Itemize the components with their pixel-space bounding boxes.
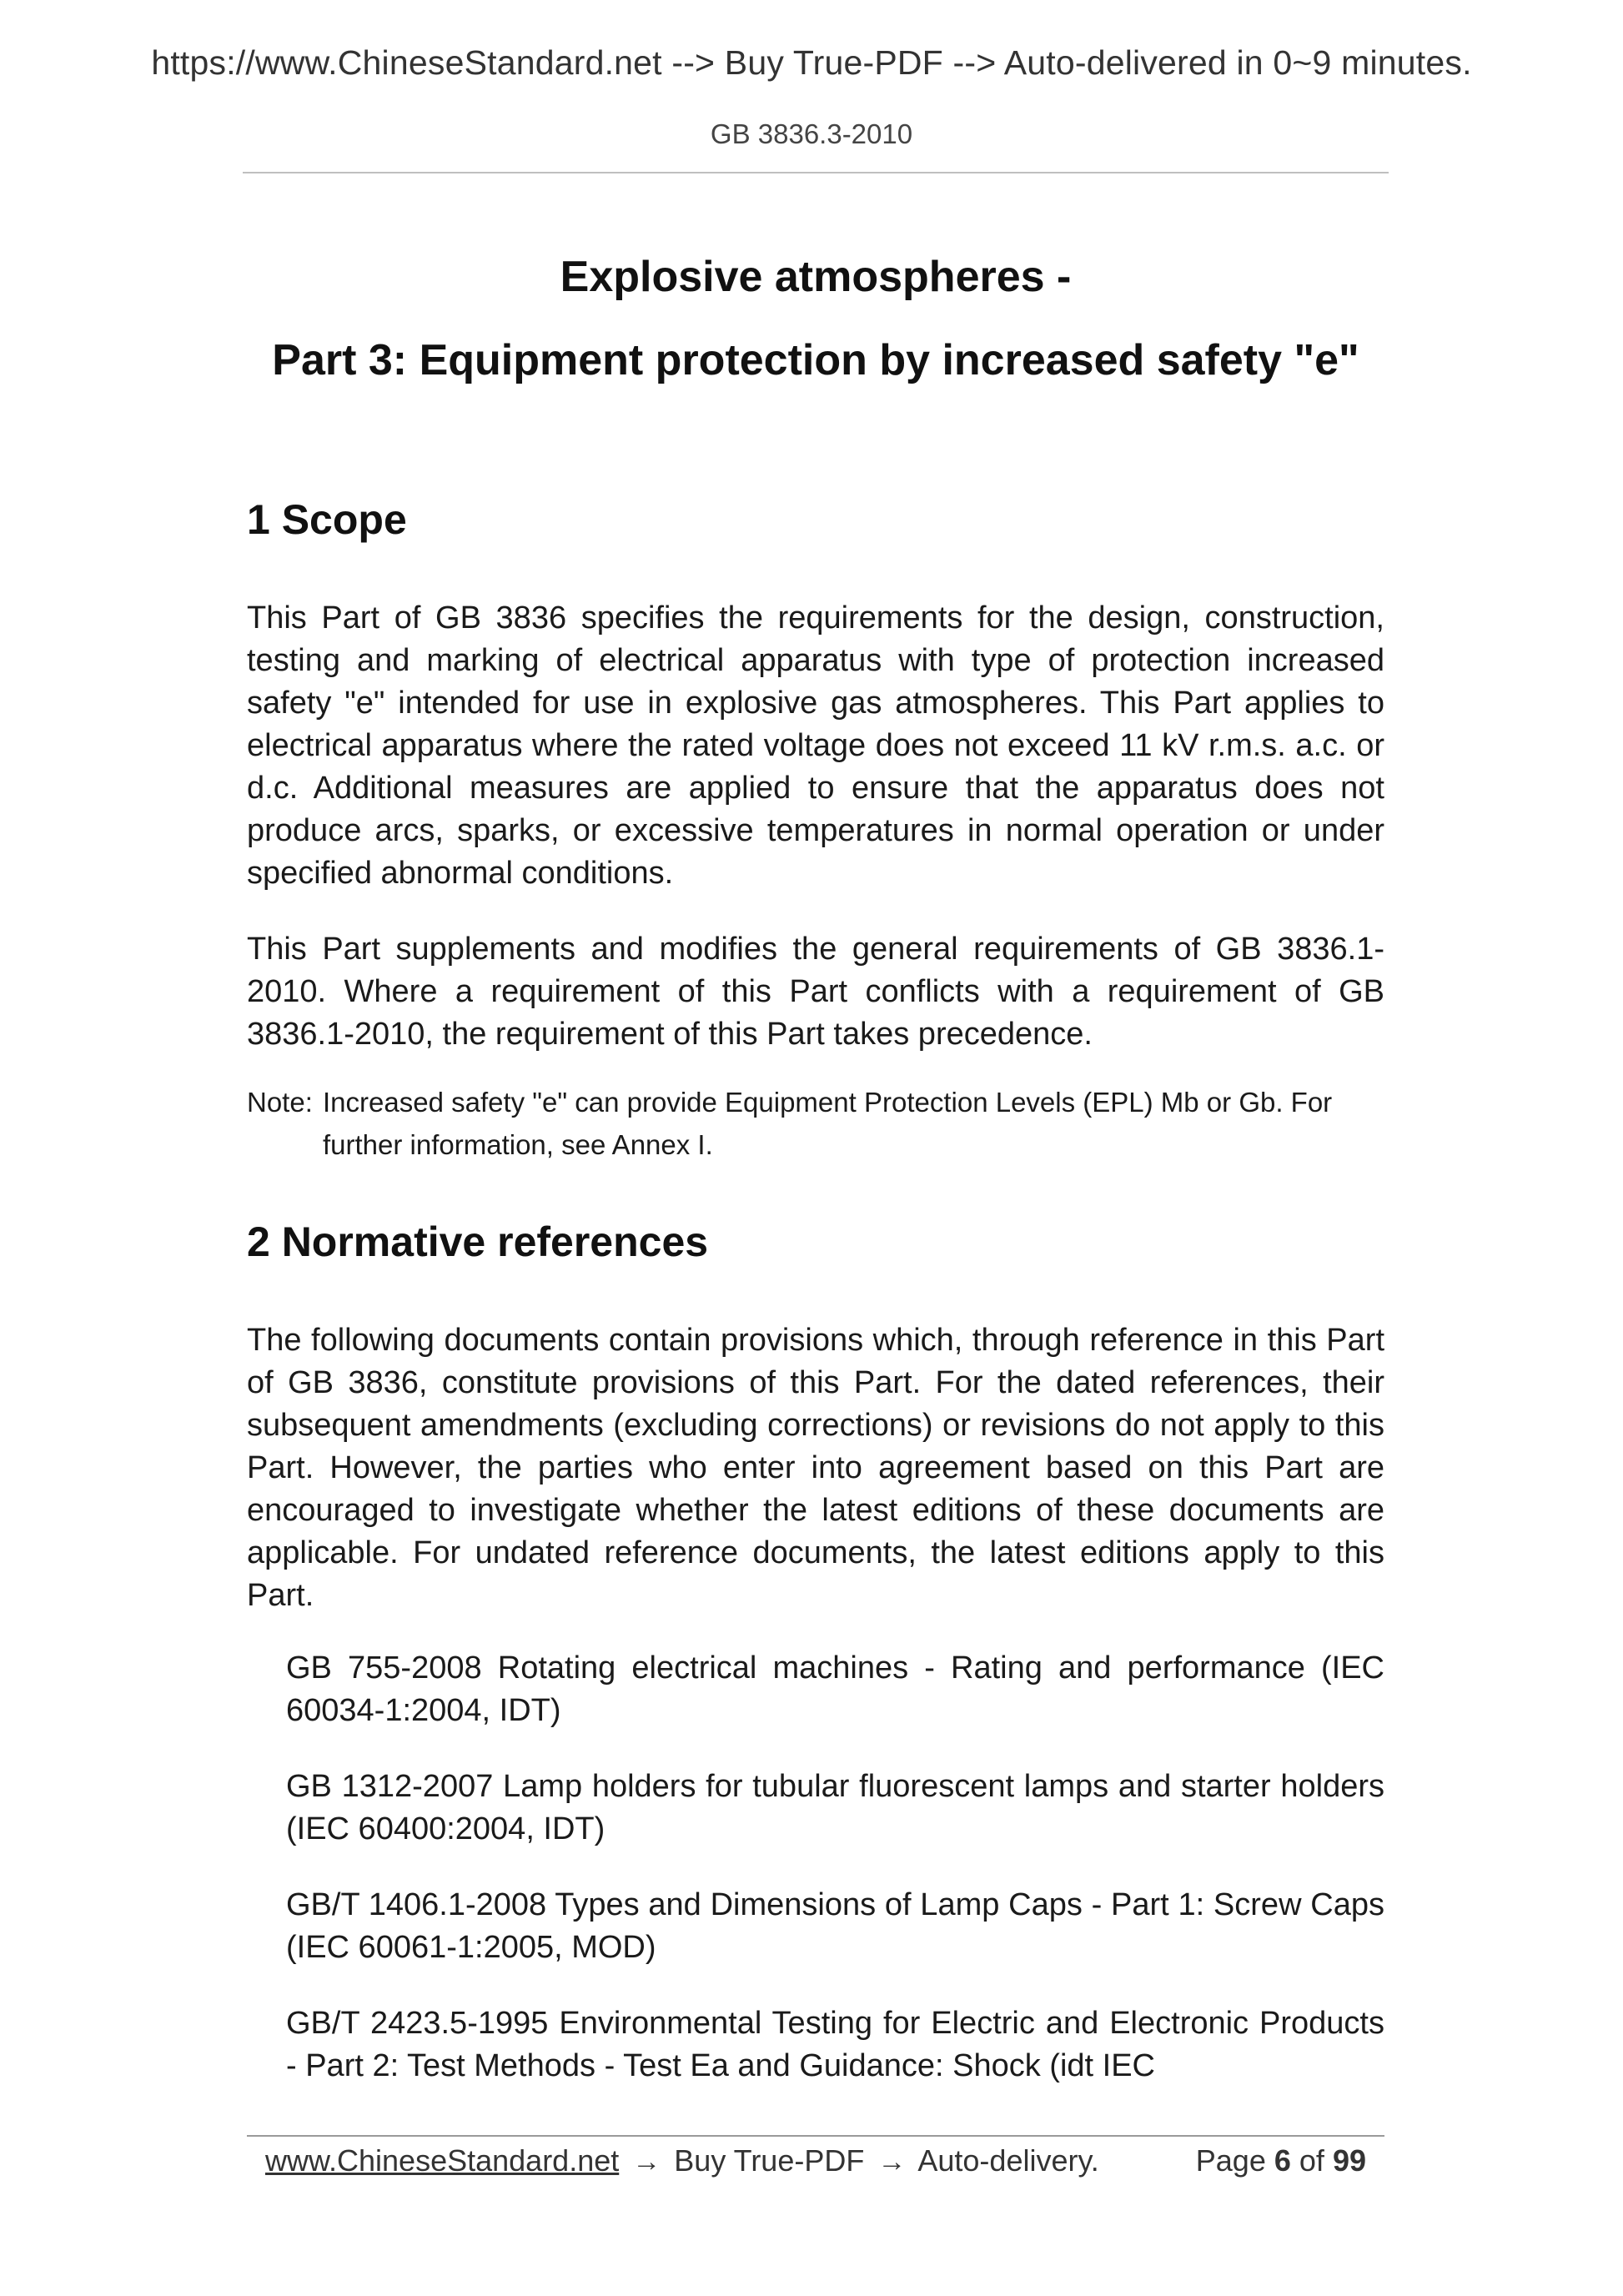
section-heading-scope: 1 Scope xyxy=(247,496,407,543)
arrow-right-icon: → xyxy=(632,2146,661,2178)
note-text-line1: Increased safety "e" can provide Equipment Protection Levels (EPL) Mb or Gb. For xyxy=(323,1087,1333,1118)
scope-paragraph-1: This Part of GB 3836 specifies the requirements for the design, construction, testing and marking of electrical apparatus with type of protection increased safety "e" intended for use in explosive gas atmospheres. This Part applies to electrical apparatus where the rated voltage does not exceed 11 kV r.m.s. a.c. or d.c. Additional measures are applied to ensure that the apparatus does not produce arcs, sparks, or excessive temperatures in normal operation or under specified abnormal conditions. xyxy=(247,600,1384,891)
standard-code: GB 3836.3-2010 xyxy=(710,118,913,149)
page-label: Page xyxy=(1195,2143,1266,2178)
reference-item: GB/T 2423.5-1995 Environmental Testing for Electric and Electronic Products - Part 2: Test Methods - Test Ea and Guidance: Shock (idt IEC xyxy=(286,2006,1384,2083)
footer-links xyxy=(265,2140,1099,2183)
reference-item: GB 755-2008 Rotating electrical machines - Rating and performance (IEC 60034-1:2004, IDT) xyxy=(286,1650,1384,1728)
normative-references-paragraph: The following documents contain provisions which, through reference in this Part of GB 3836, constitute provisions of this Part. For the dated references, their subsequent amendments (excluding corrections) or revisions do not apply to this Part. However, the parties who enter into agreement based on this Part are encouraged to investigate whether the latest editions of these documents are applicable. For undated reference documents, the latest editions apply to this Part. xyxy=(247,1323,1384,1613)
page-footer xyxy=(265,2140,1366,2183)
page-body xyxy=(247,235,1384,2121)
website-link[interactable]: www.ChineseStandard.net xyxy=(265,2143,620,2178)
page-of-label: of xyxy=(1299,2143,1324,2178)
note-label: Note: xyxy=(247,1087,313,1118)
scope-paragraph-2: This Part supplements and modifies the general requirements of GB 3836.1-2010. Where a requirement of this Part conflicts with a requirement of GB 3836.1-2010, the requirement of this Part takes precedence. xyxy=(247,932,1384,1052)
page-indicator xyxy=(1196,2140,1366,2183)
reference-item: GB/T 1406.1-2008 Types and Dimensions of Lamp Caps - Part 1: Screw Caps (IEC 60061-1:2005, MOD) xyxy=(286,1887,1384,1965)
arrow-right-icon: → xyxy=(877,2146,907,2178)
header-divider xyxy=(243,172,1389,173)
total-pages-number: 99 xyxy=(1332,2143,1366,2178)
document-title-line2: Part 3: Equipment protection by increased safety "e" xyxy=(272,336,1359,384)
top-banner: https://www.ChineseStandard.net --> Buy True-PDF --> Auto-delivered in 0~9 minutes. xyxy=(151,43,1472,82)
buy-pdf-text: Buy True-PDF xyxy=(674,2143,865,2178)
section-heading-normative-references: 2 Normative references xyxy=(247,1218,709,1265)
note-text-line2: further information, see Annex I. xyxy=(323,1129,713,1160)
auto-delivery-text: Auto-delivery. xyxy=(917,2143,1099,2178)
scope-note xyxy=(247,1081,1384,1166)
current-page-number: 6 xyxy=(1274,2143,1291,2178)
reference-item: GB 1312-2007 Lamp holders for tubular fluorescent lamps and starter holders (IEC 60400:2004, IDT) xyxy=(286,1769,1384,1846)
footer-divider xyxy=(247,2135,1384,2137)
reference-list xyxy=(247,1647,1384,2088)
document-title-line1: Explosive atmospheres - xyxy=(560,253,1072,301)
